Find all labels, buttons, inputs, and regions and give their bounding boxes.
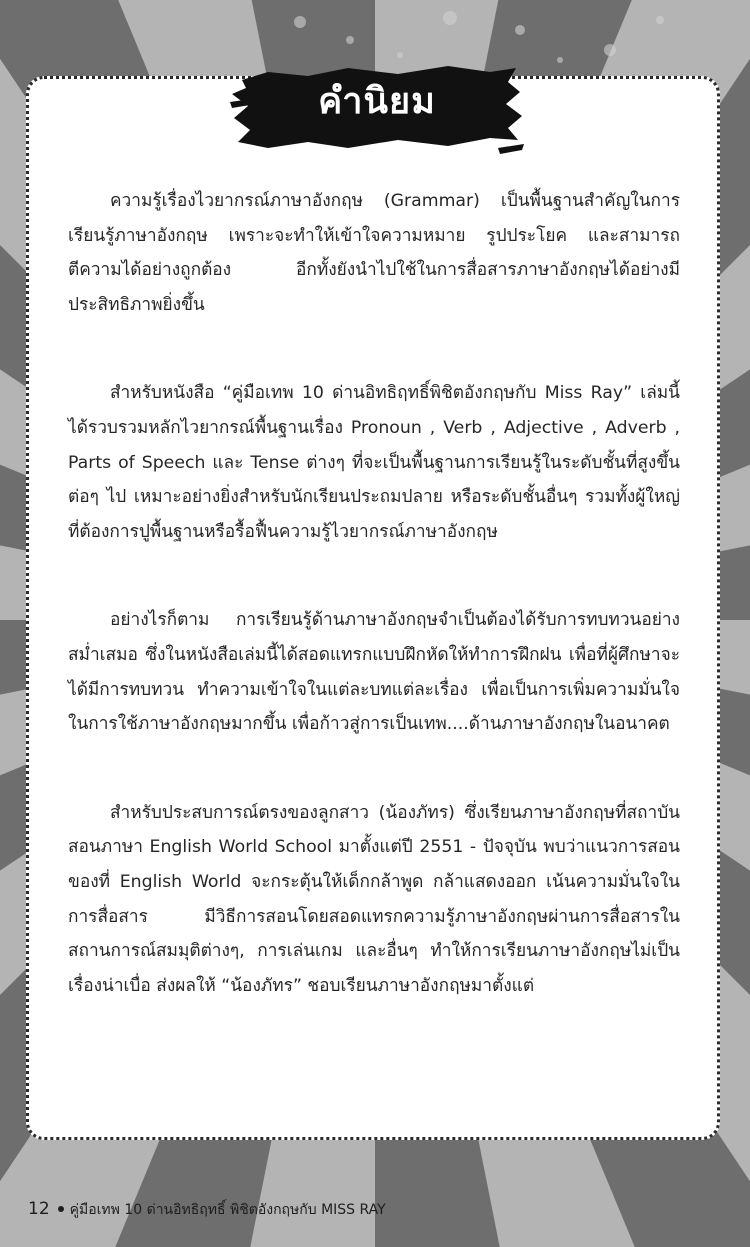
book-title: คู่มือเทพ 10 ด่านอิทธิฤทธิ์ พิชิตอังกฤษกับ MISS RAY xyxy=(69,1202,386,1218)
bokeh-dot xyxy=(346,36,354,44)
bokeh-dot xyxy=(443,11,457,25)
paragraph: อย่างไรก็ตาม การเรียนรู้ด้านภาษาอังกฤษจำเป็นต้องได้รับการทบทวนอย่างสม่ำเสมอ ซึ่งในหนังสือเล่มนี้ได้สอดแทรกแบบฝึกหัดให้ทำการฝึกฝน เพื่อที่ผู้ศึกษาจะได้มีการทบทวน ทำความเข้าใจในแต่ละบทแต่ละเรื่อง เพื่อเป็นการเพิ่มความมั่นใจในการใช้ภาษาอังกฤษมากขึ้น เพื่อก้าวสู่การเป็นเทพ....ด้านภาษาอังกฤษในอนาคต xyxy=(68,610,680,735)
foreword-body xyxy=(68,184,680,1057)
bokeh-dot xyxy=(604,44,616,56)
paragraph: ความรู้เรื่องไวยากรณ์ภาษาอังกฤษ (Grammar) เป็นพื้นฐานสำคัญในการเรียนรู้ภาษาอังกฤษ เพราะจะทำให้เข้าใจความหมาย รูปประโยค และสามารถตีความได้อย่างถูกต้อง อีกทั้งยังนำไปใช้ในการสื่อสารภาษาอังกฤษได้อย่างมีประสิทธิภาพยิ่งขึ้น xyxy=(68,191,680,315)
paragraph: สำหรับประสบการณ์ตรงของลูกสาว (น้องภัทร) ซึ่งเรียนภาษาอังกฤษที่สถาบันสอนภาษา English World School มาตั้งแต่ปี 2551 - ปัจจุบัน พบว่าแนวการสอนของที่ English World จะกระตุ้นให้เด็กกล้าพูด กล้าแสดงออก เน้นความมั่นใจในการสื่อสาร มีวิธีการสอนโดยสอดแทรกความรู้ภาษาอังกฤษผ่านการสื่อสารในสถานการณ์สมมุติต่างๆ, การเล่นเกม และอื่นๆ ทำให้การเรียนภาษาอังกฤษไม่เป็นเรื่องน่าเบื่อ ส่งผลให้ “น้องภัทร” ชอบเรียนภาษาอังกฤษมาตั้งแต่ xyxy=(68,802,680,996)
page-title: คำนิยม xyxy=(318,81,436,122)
page-footer xyxy=(28,1194,386,1224)
bokeh-dot xyxy=(557,57,563,63)
paragraph: สำหรับหนังสือ “คู่มือเทพ 10 ด่านอิทธิฤทธิ์พิชิตอังกฤษกับ Miss Ray” เล่มนี้ได้รวบรวมหลักไวยากรณ์พื้นฐานเรื่อง Pronoun , Verb , Adjective , Adverb , Parts of Speech และ Tense ต่างๆ ที่จะเป็นพื้นฐานการเรียนรู้ในระดับชั้นที่สูงขึ้นต่อๆ ไป เหมาะอย่างยิ่งสำหรับนักเรียนประถมปลาย หรือระดับชั้นอื่นๆ รวมทั้งผู้ใหญ่ ที่ต้องการปูพื้นฐานหรือรื้อฟื้นความรู้ไวยากรณ์ภาษาอังกฤษ xyxy=(68,383,680,542)
page-number: 12 xyxy=(28,1199,50,1219)
title-banner xyxy=(228,58,526,158)
bullet-separator xyxy=(58,1206,64,1212)
bokeh-dot xyxy=(515,25,525,35)
bokeh-dot xyxy=(294,16,306,28)
bokeh-dot xyxy=(656,16,664,24)
